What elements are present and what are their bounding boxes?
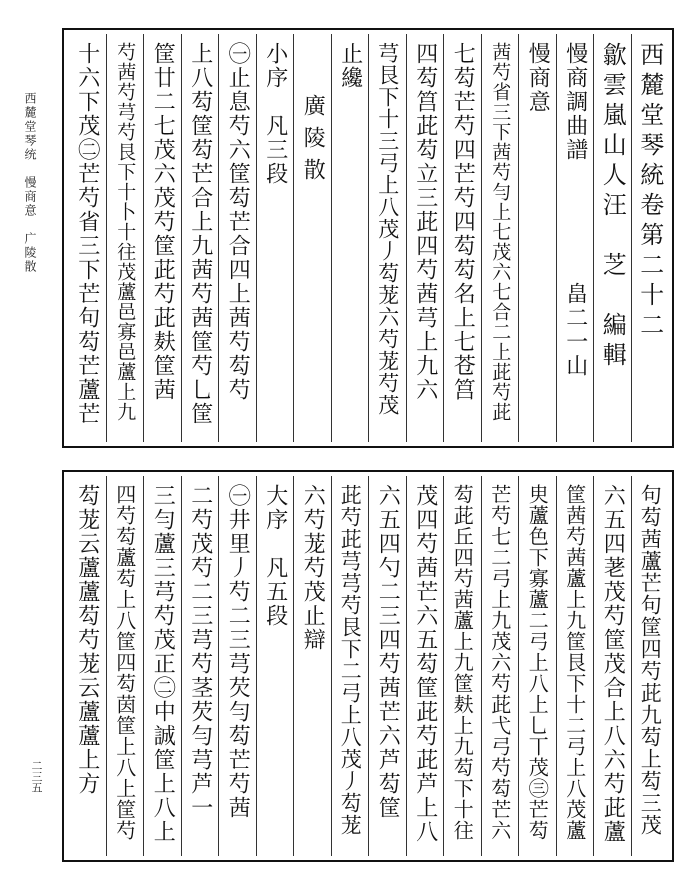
column-text: 三勻蘆三芎芍茂正㊁中誠筐上八上 [150,484,176,844]
column-text: 歙雲嵐山人汪 芝 編輯 [598,42,627,372]
text-column [143,476,181,856]
column-text: 芍茜芍芎芍艮下十卜十往茂蘆邑寡邑蘆上九 [114,42,137,422]
text-column [518,476,556,856]
text-column [106,34,144,442]
column-text: 小序 凡三段 [262,42,288,186]
column-text: 㬰蘆色下寡蘆二弓上八上乚丅茂㊂芒芶 [525,484,550,841]
column-text: 大序 凡五段 [262,484,288,628]
column-text: 筐茜芍茜蘆上九筐艮下十二弓上八茂蘆 [562,484,587,841]
column-text: 六芍茏芍茂止辯 [300,484,326,652]
column-text: 六五四荖茂芍筐茂合上八六芍茈蘆 [600,484,626,844]
text-column [256,34,294,442]
top-page-columns [68,34,668,442]
text-column [556,476,594,856]
text-column [218,476,256,856]
text-column [143,34,181,442]
column-text: 上八芶筐芶芒合上九茜芍茜筐芍乚筐 [187,42,213,426]
column-text: 芶茏云蘆蘆芶芍茏云蘆蘆上方 [74,484,100,796]
column-text: 茈芍茈芎芎芍艮下二弓上八茂丿芶茏 [338,484,363,836]
text-column [181,34,219,442]
column-text: ㊀井里丿芍二三芎芡勻芶芒芍茜 [225,484,251,820]
column-text: 六五四勺二三四芍茜芒六芦芶筐 [375,484,401,820]
column-text: 西麓堂琴統卷第二十二 [635,42,664,342]
page-number: 二三五 [30,760,43,793]
column-text: 七芶芒芍四芒芍四芶芶名上七苍筥 [450,42,476,402]
column-text: 筐廿二七茂六茂芍筐茈芍茈麸筐茜 [150,42,176,402]
text-column [481,34,519,442]
column-text: 止纔 [337,42,363,90]
text-column [368,476,406,856]
column-text: ㊀止息芍六筐芶芒合四上茜芍芶芍 [225,42,251,402]
text-column [556,34,594,442]
column-text: 十六下茂㊁芒芍省三下芒句芶芒蘆芒 [74,42,100,426]
text-column [406,34,444,442]
text-column [68,34,106,442]
text-column [631,476,669,856]
column-text: 芶茈丘四芍茜蘆上九筐麸上九芶下十往 [450,484,475,841]
text-column [443,34,481,442]
text-column [593,34,631,442]
column-text: 芎艮下十三弓上八茂丿芶茏六芍茏芍茂 [375,42,400,416]
text-column [518,34,556,442]
column-text: 二芍茂芍二三芎芍茎芡勻芎芦一 [187,484,213,820]
text-column [631,34,669,442]
column-text: 茜芍省三下茜芍勻上七茂六七合二上茈芍茈 [489,42,512,422]
text-column [331,34,369,442]
text-column [331,476,369,856]
text-column [443,476,481,856]
column-text: 芒芍七二弓上九茂六芍茈弋弓芍芶芒六 [487,484,512,841]
text-column [293,34,331,442]
text-column [406,476,444,856]
text-column [256,476,294,856]
text-column [593,476,631,856]
top-page-panel [62,28,674,448]
column-text: 慢商意 [525,42,551,114]
text-column [293,476,331,856]
bottom-page-columns [68,476,668,856]
text-column [106,476,144,856]
column-text: 慢商調曲譜 畠二一山 [562,42,588,378]
column-text: 茂四芍茜芒六五芶筐茈芍茈芦上八 [412,484,438,844]
column-text: 句芶茜蘆芒句筐四芍茈九芶上芶三茂 [638,484,663,836]
bottom-page-panel [62,470,674,862]
text-column [481,476,519,856]
text-column [218,34,256,442]
running-head: 西麓堂琴统 慢商意 广陵散 [23,92,37,274]
column-text: 四芍芶蘆芶上八筐四芶茵筐上八上筐芍 [112,484,137,841]
text-column [368,34,406,442]
text-column [181,476,219,856]
column-text: 廣陵散 [300,94,326,190]
text-column [68,476,106,856]
column-text: 四芶筥茈芶立三茈四芍茜芎上九六 [412,42,438,402]
